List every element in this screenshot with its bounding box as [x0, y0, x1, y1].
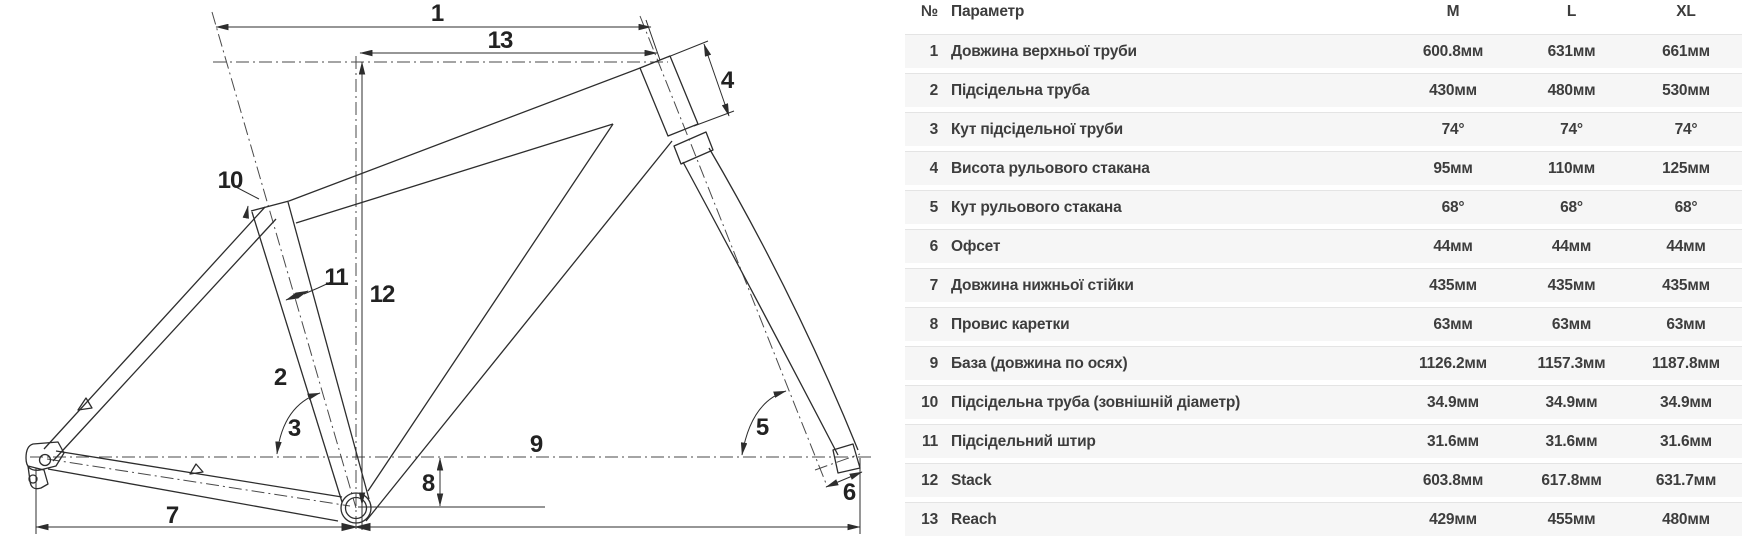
header-param: Параметр: [951, 3, 1025, 20]
table-row: [905, 346, 1742, 380]
cell-num: 9: [929, 354, 938, 372]
table-row: [905, 424, 1742, 458]
cell-num: 8: [929, 315, 938, 333]
seat-tube-right-edge: [288, 202, 369, 499]
fork-blade-outer: [709, 148, 858, 450]
dim-label-13: 13: [487, 27, 513, 54]
cell-param: Reach: [951, 510, 997, 528]
header-size-xl: XL: [1676, 3, 1696, 20]
cell-l: 31.6мм: [1545, 432, 1598, 450]
cell-param: Довжина верхньої труби: [951, 42, 1137, 60]
cell-num: 1: [929, 42, 938, 60]
fork-blade-inner: [683, 162, 838, 455]
dim-label-9: 9: [529, 431, 543, 458]
cell-xl: 31.6мм: [1660, 432, 1712, 450]
cell-l: 455мм: [1547, 510, 1596, 528]
cell-l: 631мм: [1547, 42, 1596, 60]
cell-num: 4: [929, 159, 938, 177]
cell-l: 480мм: [1547, 81, 1596, 99]
seat-tube-axis: [212, 12, 356, 508]
cell-xl: 74°: [1674, 120, 1698, 138]
steering-axis: [640, 16, 827, 486]
cell-l: 617.8мм: [1541, 471, 1602, 489]
dim-label-11: 11: [324, 264, 348, 291]
cell-m: 435мм: [1429, 276, 1477, 294]
table-row: [905, 112, 1742, 146]
cell-num: 6: [929, 237, 938, 255]
cell-xl: 631.7мм: [1655, 471, 1717, 489]
table-row: [905, 151, 1742, 185]
dim-10-arrow: [246, 206, 248, 217]
cell-param: Підсідельна труба: [951, 81, 1090, 99]
table-row: [905, 268, 1742, 302]
dim-line-seatpost-11: [286, 291, 308, 300]
head-tube: [640, 56, 698, 136]
table-row: [905, 385, 1742, 419]
cell-m: 68°: [1441, 198, 1465, 216]
seat-tube-left-edge: [252, 212, 342, 502]
cell-l: 34.9мм: [1545, 393, 1598, 411]
header-size-m: M: [1446, 3, 1460, 20]
cell-l: 435мм: [1547, 276, 1596, 294]
dim-label-7: 7: [165, 502, 179, 529]
steer-axis-extension: [646, 20, 660, 60]
geometry-table-body: [900, 34, 1746, 536]
cell-param: База (довжина по осях): [951, 354, 1128, 372]
cell-m: 95мм: [1433, 159, 1473, 177]
cell-param: Кут підсідельної труби: [951, 120, 1123, 138]
dim-label-5: 5: [755, 414, 769, 441]
cell-param: Провис каретки: [951, 315, 1070, 333]
cell-param: Stack: [951, 471, 992, 489]
cell-xl: 661мм: [1662, 42, 1710, 60]
table-row: [905, 229, 1742, 263]
table-row: [905, 463, 1742, 497]
cell-num: 7: [929, 276, 938, 294]
dim-label-2: 2: [273, 364, 287, 391]
cell-l: 74°: [1560, 120, 1583, 138]
dim-7-right-arrow: [342, 524, 356, 531]
cell-num: 12: [921, 471, 938, 489]
chainstay-upper-edge: [56, 451, 342, 497]
cell-l: 63мм: [1551, 315, 1592, 333]
cell-l: 44мм: [1551, 237, 1592, 255]
cell-m: 44мм: [1433, 237, 1473, 255]
cell-num: 13: [921, 510, 938, 528]
fork-crown: [674, 132, 713, 164]
dim-label-6: 6: [842, 479, 856, 506]
frame-outline: [26, 56, 860, 523]
down-tube-upper-edge: [368, 124, 613, 491]
cell-num: 3: [929, 120, 938, 138]
head-top-extension: [668, 41, 708, 57]
cell-m: 63мм: [1433, 315, 1473, 333]
cell-param: Офсет: [951, 237, 1001, 255]
cell-xl: 480мм: [1662, 510, 1710, 528]
header-num: №: [920, 3, 938, 20]
chainstay-lower-edge: [48, 469, 338, 521]
rear-axle-hole: [40, 455, 51, 466]
dim-label-12: 12: [369, 281, 395, 308]
cell-m: 430мм: [1429, 81, 1477, 99]
cell-xl: 125мм: [1662, 159, 1710, 177]
cell-m: 603.8мм: [1422, 471, 1484, 489]
seat-stay-lower-edge: [53, 219, 276, 461]
cell-num: 2: [929, 81, 938, 99]
cell-xl: 68°: [1674, 198, 1698, 216]
dim-label-10: 10: [217, 167, 243, 194]
cell-m: 31.6мм: [1427, 432, 1479, 450]
dim-label-3: 3: [287, 415, 301, 442]
header-size-l: L: [1566, 3, 1577, 20]
construction-lines: [30, 12, 875, 530]
cell-l: 110мм: [1548, 159, 1595, 177]
cell-xl: 34.9мм: [1660, 393, 1712, 411]
cell-param: Довжина нижньої стійки: [951, 276, 1134, 294]
cell-xl: 1187.8мм: [1652, 354, 1720, 372]
cell-xl: 63мм: [1666, 315, 1706, 333]
cell-l: 1157.3мм: [1537, 354, 1606, 372]
cell-param: Підсідельна труба (зовнішній діаметр): [951, 393, 1241, 411]
table-row: [905, 307, 1742, 341]
fork-offset-axis: [815, 454, 860, 470]
cell-m: 1126.2мм: [1419, 354, 1487, 372]
cell-xl: 435мм: [1662, 276, 1710, 294]
cell-param: Висота рульового стакана: [951, 159, 1150, 177]
table-row: [905, 73, 1742, 107]
cell-xl: 530мм: [1662, 81, 1710, 99]
top-tube-upper-edge: [289, 68, 640, 201]
cell-num: 5: [929, 198, 938, 216]
cell-m: 600.8мм: [1422, 42, 1484, 60]
dim-label-4: 4: [720, 67, 734, 94]
dim-label-8: 8: [421, 470, 435, 497]
table-row: [905, 34, 1742, 68]
geometry-table: [900, 0, 1746, 543]
cell-m: 34.9мм: [1427, 393, 1479, 411]
cell-param: Підсідельний штир: [951, 432, 1096, 450]
cell-m: 429мм: [1429, 510, 1477, 528]
table-row: [905, 502, 1742, 536]
cell-xl: 44мм: [1666, 237, 1706, 255]
cell-m: 74°: [1441, 120, 1465, 138]
cell-param: Кут рульового стакана: [951, 198, 1122, 216]
dim-9-left-arrow: [356, 524, 370, 531]
cell-l: 68°: [1560, 198, 1583, 216]
dim-label-1: 1: [430, 0, 444, 27]
cell-num: 11: [922, 432, 938, 450]
dimension-labels: [166, 0, 856, 529]
seat-stay-upper-edge: [44, 207, 265, 449]
down-tube-lower-edge: [366, 141, 672, 521]
geometry-table-header: [905, 1, 1742, 23]
cell-num: 10: [921, 393, 938, 411]
seat-tube-top-face: [251, 201, 289, 211]
table-row: [905, 190, 1742, 224]
